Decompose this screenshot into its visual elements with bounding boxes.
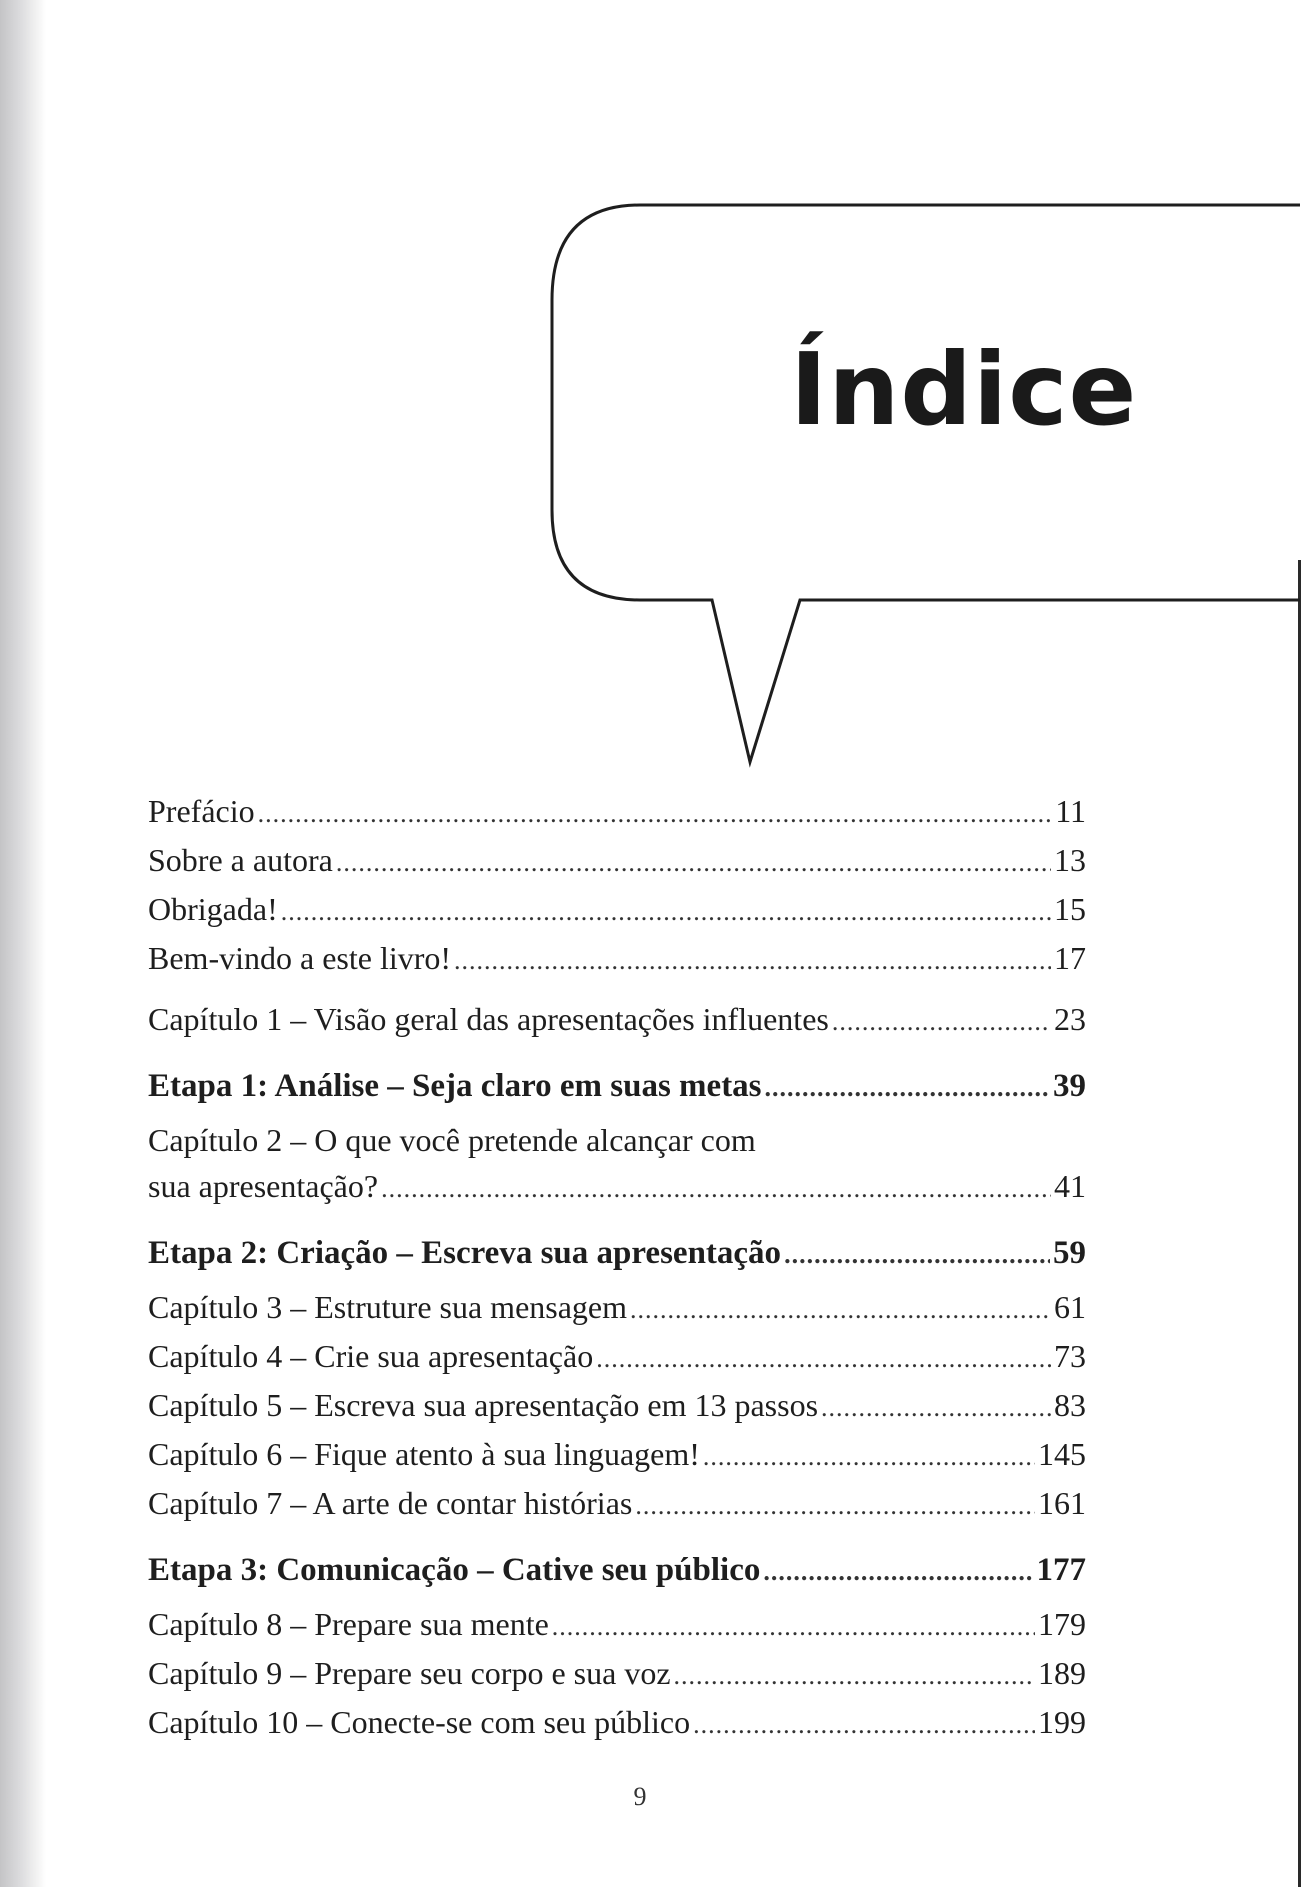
- toc-entry-page: 15: [1054, 891, 1086, 927]
- toc-entry-capitulo-9: [148, 1650, 1086, 1699]
- dot-leader: [693, 1702, 1035, 1748]
- toc-section-label: Etapa 2: Criação – Escreva sua apresentação: [148, 1235, 782, 1271]
- toc-section-etapa-3: [148, 1547, 1086, 1595]
- toc-section-page: 59: [1053, 1235, 1086, 1271]
- toc-section-label: Etapa 3: Comunicação – Cative seu público: [148, 1552, 761, 1588]
- toc-entry-label: Capítulo 10 – Conecte-se com seu público: [148, 1704, 691, 1740]
- toc-entry-capitulo-10: [148, 1699, 1086, 1748]
- toc-section-etapa-1: [148, 1063, 1086, 1111]
- toc-entry-page: 161: [1038, 1485, 1086, 1521]
- toc-entry-label: Capítulo 5 – Escreva sua apresentação em 13 passos: [148, 1387, 819, 1423]
- toc-section-page: 39: [1053, 1068, 1086, 1104]
- toc-entry-capitulo-4: [148, 1333, 1086, 1382]
- toc-entry-label: Capítulo 4 – Crie sua apresentação: [148, 1338, 594, 1374]
- toc-section-etapa-2: [148, 1230, 1086, 1278]
- toc-entry-label: Capítulo 1 – Visão geral das apresentações influentes: [148, 1001, 829, 1037]
- toc-entry-page: 41: [1054, 1168, 1086, 1204]
- dot-leader: [832, 999, 1051, 1045]
- toc-entry-label: Capítulo 6 – Fique atento à sua linguagem!: [148, 1436, 700, 1472]
- toc-entry-page: 11: [1055, 793, 1086, 829]
- dot-leader: [763, 1549, 1033, 1595]
- toc-entry-page: 13: [1054, 842, 1086, 878]
- dot-leader: [635, 1483, 1035, 1529]
- toc-entry-page: 179: [1038, 1606, 1086, 1642]
- dot-leader: [784, 1232, 1050, 1278]
- dot-leader: [765, 1065, 1050, 1111]
- toc-entry-page: 189: [1038, 1655, 1086, 1691]
- toc-entry-capitulo-5: [148, 1382, 1086, 1431]
- toc-entry-capitulo-2: [148, 1163, 1086, 1212]
- dot-leader: [552, 1604, 1035, 1650]
- dot-leader: [454, 938, 1051, 984]
- toc-entry-prefacio: [148, 788, 1086, 837]
- toc-entry-page: 83: [1054, 1387, 1086, 1423]
- toc-entry-sobre: [148, 837, 1086, 886]
- toc-entry-label: Bem-vindo a este livro!: [148, 940, 452, 976]
- toc-entry-label: Obrigada!: [148, 891, 278, 927]
- toc-entry-label: Sobre a autora: [148, 842, 333, 878]
- toc-entry-bemvindo: [148, 935, 1086, 984]
- dot-leader: [281, 889, 1051, 935]
- toc-entry-label: sua apresentação?: [148, 1168, 379, 1204]
- dot-leader: [381, 1166, 1051, 1212]
- toc-entry-capitulo-1: [148, 996, 1086, 1045]
- toc-entry-label: Capítulo 7 – A arte de contar histórias: [148, 1485, 633, 1521]
- toc-entry-capitulo-8: [148, 1601, 1086, 1650]
- toc-entry-capitulo-7: [148, 1480, 1086, 1529]
- toc-entry-page: 199: [1038, 1704, 1086, 1740]
- toc-entry-page: 61: [1054, 1289, 1086, 1325]
- dot-leader: [821, 1385, 1051, 1431]
- dot-leader: [703, 1434, 1035, 1480]
- dot-leader: [336, 840, 1051, 886]
- toc-entry-label: Capítulo 8 – Prepare sua mente: [148, 1606, 549, 1642]
- toc-entry-page: 145: [1038, 1436, 1086, 1472]
- toc-section-page: 177: [1036, 1552, 1086, 1588]
- toc-entry-label: Prefácio: [148, 793, 255, 829]
- toc-entry-capitulo-6: [148, 1431, 1086, 1480]
- table-of-contents: [148, 788, 1086, 1748]
- toc-entry-page: 17: [1054, 940, 1086, 976]
- toc-entry-obrigada: [148, 886, 1086, 935]
- dot-leader: [258, 791, 1053, 837]
- toc-entry-capitulo-2-line1: Capítulo 2 – O que você pretende alcançar com: [148, 1122, 756, 1158]
- toc-entry-page: 23: [1054, 1001, 1086, 1037]
- dot-leader: [674, 1653, 1035, 1699]
- toc-entry-label: Capítulo 3 – Estruture sua mensagem: [148, 1289, 628, 1325]
- toc-section-label: Etapa 1: Análise – Seja claro em suas metas: [148, 1068, 762, 1104]
- dot-leader: [630, 1287, 1051, 1333]
- dot-leader: [596, 1336, 1051, 1382]
- page-title: Índice: [790, 331, 1138, 448]
- toc-entry-page: 73: [1054, 1338, 1086, 1374]
- page-number: 9: [633, 1782, 647, 1811]
- toc-entry-capitulo-3: [148, 1284, 1086, 1333]
- toc-entry-label: Capítulo 9 – Prepare seu corpo e sua voz: [148, 1655, 671, 1691]
